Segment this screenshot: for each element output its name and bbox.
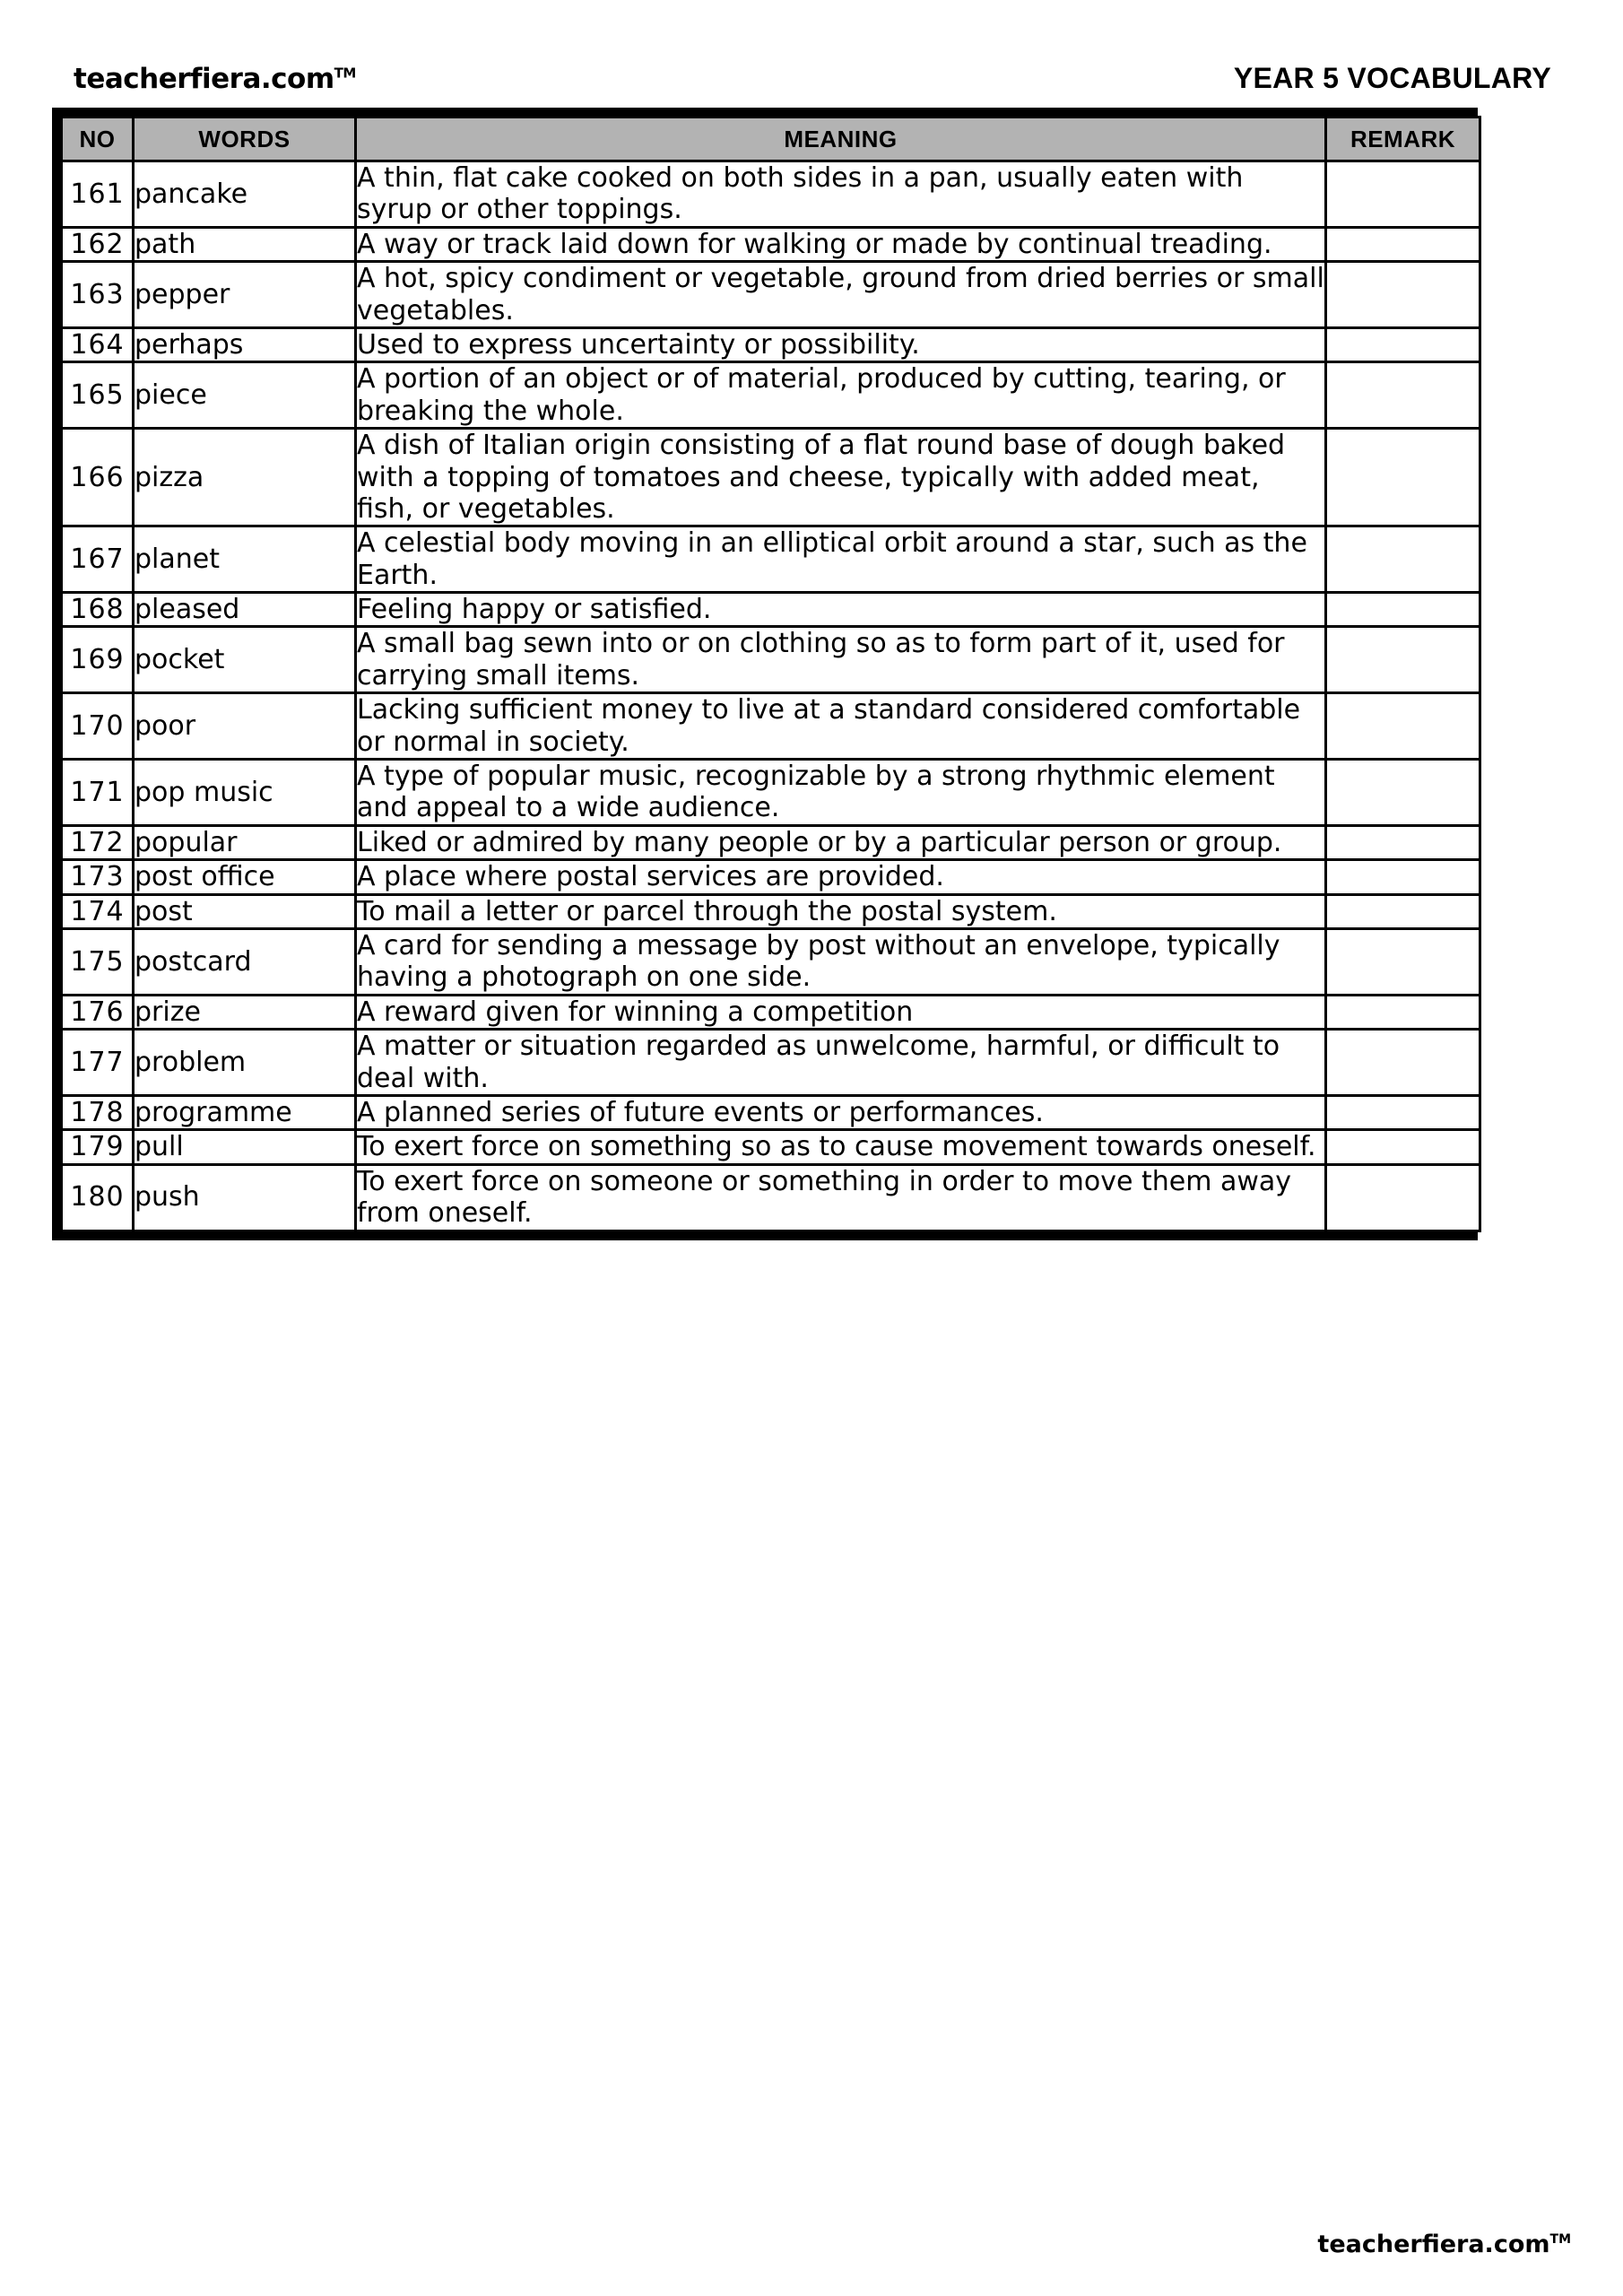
row-remark[interactable] xyxy=(1326,526,1480,593)
row-remark[interactable] xyxy=(1326,825,1480,859)
row-remark[interactable] xyxy=(1326,928,1480,995)
row-number: 166 xyxy=(62,429,134,526)
row-meaning: Liked or admired by many people or by a particular person or group. xyxy=(356,825,1326,859)
footer-brand-tm: TM xyxy=(1549,2232,1571,2247)
row-word: pop music xyxy=(134,760,356,826)
table-row xyxy=(62,760,1480,826)
row-word: postcard xyxy=(134,928,356,995)
row-number: 179 xyxy=(62,1130,134,1164)
table-row xyxy=(62,429,1480,526)
column-header-remark: REMARK xyxy=(1326,117,1480,161)
row-meaning: To mail a letter or parcel through the postal system. xyxy=(356,894,1326,928)
row-number: 168 xyxy=(62,593,134,627)
row-word: popular xyxy=(134,825,356,859)
table-row xyxy=(62,1030,1480,1096)
row-meaning: A small bag sewn into or on clothing so as to form part of it, used for carrying small items. xyxy=(356,627,1326,693)
row-meaning: Feeling happy or satisfied. xyxy=(356,593,1326,627)
row-number: 172 xyxy=(62,825,134,859)
row-word: pull xyxy=(134,1130,356,1164)
row-number: 171 xyxy=(62,760,134,826)
row-number: 170 xyxy=(62,693,134,760)
row-meaning: A dish of Italian origin consisting of a flat round base of dough baked with a topping of tomatoes and cheese, typically with added meat, fish, or vegetables. xyxy=(356,429,1326,526)
table-row xyxy=(62,161,1480,228)
table-row xyxy=(62,362,1480,429)
brand-logo-tm: TM xyxy=(334,65,356,82)
row-meaning: A portion of an object or of material, produced by cutting, tearing, or breaking the whole. xyxy=(356,362,1326,429)
row-remark[interactable] xyxy=(1326,894,1480,928)
row-meaning: A card for sending a message by post without an envelope, typically having a photograph on one side. xyxy=(356,928,1326,995)
row-word: pleased xyxy=(134,593,356,627)
row-word: planet xyxy=(134,526,356,593)
row-word: piece xyxy=(134,362,356,429)
column-header-no: NO xyxy=(62,117,134,161)
row-word: programme xyxy=(134,1095,356,1129)
column-header-meaning: MEANING xyxy=(356,117,1326,161)
table-row xyxy=(62,995,1480,1029)
row-remark[interactable] xyxy=(1326,161,1480,228)
vocabulary-table-frame xyxy=(52,108,1478,1240)
page-header xyxy=(52,45,1571,95)
row-number: 180 xyxy=(62,1164,134,1231)
table-row xyxy=(62,526,1480,593)
table-row xyxy=(62,262,1480,328)
row-meaning: To exert force on something so as to cause movement towards oneself. xyxy=(356,1130,1326,1164)
table-body xyxy=(62,161,1480,1231)
row-number: 173 xyxy=(62,860,134,894)
row-meaning: Used to express uncertainty or possibility. xyxy=(356,327,1326,361)
table-row xyxy=(62,627,1480,693)
column-header-words: WORDS xyxy=(134,117,356,161)
row-word: problem xyxy=(134,1030,356,1096)
row-meaning: A type of popular music, recognizable by a strong rhythmic element and appeal to a wide audience. xyxy=(356,760,1326,826)
brand-logo xyxy=(74,63,356,95)
table-row xyxy=(62,1164,1480,1231)
page-footer xyxy=(1317,2231,1571,2258)
table-row xyxy=(62,693,1480,760)
row-word: pizza xyxy=(134,429,356,526)
row-meaning: A hot, spicy condiment or vegetable, ground from dried berries or small vegetables. xyxy=(357,263,1324,326)
table-row xyxy=(62,894,1480,928)
table-row xyxy=(62,593,1480,627)
row-number: 177 xyxy=(62,1030,134,1096)
row-number: 175 xyxy=(62,928,134,995)
row-remark[interactable] xyxy=(1326,1030,1480,1096)
row-meaning: To exert force on someone or something in order to move them away from oneself. xyxy=(356,1164,1326,1231)
row-remark[interactable] xyxy=(1326,995,1480,1029)
row-remark[interactable] xyxy=(1326,693,1480,760)
row-meaning: A celestial body moving in an elliptical orbit around a star, such as the Earth. xyxy=(356,526,1326,593)
row-number: 164 xyxy=(62,327,134,361)
vocabulary-table xyxy=(60,116,1481,1232)
row-word: path xyxy=(134,227,356,261)
row-remark[interactable] xyxy=(1326,429,1480,526)
row-remark[interactable] xyxy=(1326,627,1480,693)
row-meaning: A way or track laid down for walking or made by continual treading. xyxy=(356,227,1326,261)
row-remark[interactable] xyxy=(1326,1130,1480,1164)
row-meaning: A place where postal services are provided. xyxy=(356,860,1326,894)
brand-logo-text: teacherfiera.com xyxy=(74,63,334,95)
row-number: 161 xyxy=(62,161,134,228)
row-word: pepper xyxy=(134,262,356,328)
row-word: perhaps xyxy=(134,327,356,361)
table-row xyxy=(62,928,1480,995)
row-meaning: A thin, flat cake cooked on both sides in a pan, usually eaten with syrup or other toppings. xyxy=(356,161,1326,228)
row-remark[interactable] xyxy=(1326,1095,1480,1129)
row-meaning: A reward given for winning a competition xyxy=(356,995,1326,1029)
table-row xyxy=(62,1130,1480,1164)
row-remark[interactable] xyxy=(1326,593,1480,627)
row-meaning: A matter or situation regarded as unwelcome, harmful, or difficult to deal with. xyxy=(356,1030,1326,1096)
row-remark[interactable] xyxy=(1326,327,1480,361)
footer-brand-text: teacherfiera.com xyxy=(1317,2231,1550,2258)
table-row xyxy=(62,825,1480,859)
table-header-row xyxy=(62,117,1480,161)
row-number: 174 xyxy=(62,894,134,928)
row-number: 162 xyxy=(62,227,134,261)
row-word: post office xyxy=(134,860,356,894)
row-remark[interactable] xyxy=(1326,227,1480,261)
table-row xyxy=(62,227,1480,261)
row-remark[interactable] xyxy=(1326,1164,1480,1231)
row-word: pocket xyxy=(134,627,356,693)
table-row xyxy=(62,860,1480,894)
page-title: YEAR 5 VOCABULARY xyxy=(1233,62,1551,94)
row-number: 176 xyxy=(62,995,134,1029)
row-remark[interactable] xyxy=(1326,860,1480,894)
row-word: prize xyxy=(134,995,356,1029)
table-row xyxy=(62,327,1480,361)
row-number: 169 xyxy=(62,627,134,693)
row-word: pancake xyxy=(134,161,356,228)
row-number: 165 xyxy=(62,362,134,429)
table-row xyxy=(62,1095,1480,1129)
row-meaning: A planned series of future events or performances. xyxy=(356,1095,1326,1129)
row-meaning: Lacking sufficient money to live at a standard considered comfortable or normal in society. xyxy=(356,693,1326,760)
row-remark[interactable] xyxy=(1326,760,1480,826)
row-remark[interactable] xyxy=(1326,362,1480,429)
row-remark[interactable] xyxy=(1326,262,1480,328)
row-word: post xyxy=(134,894,356,928)
row-number: 167 xyxy=(62,526,134,593)
row-word: push xyxy=(134,1164,356,1231)
row-number: 178 xyxy=(62,1095,134,1129)
row-word: poor xyxy=(134,693,356,760)
row-number: 163 xyxy=(62,262,134,328)
